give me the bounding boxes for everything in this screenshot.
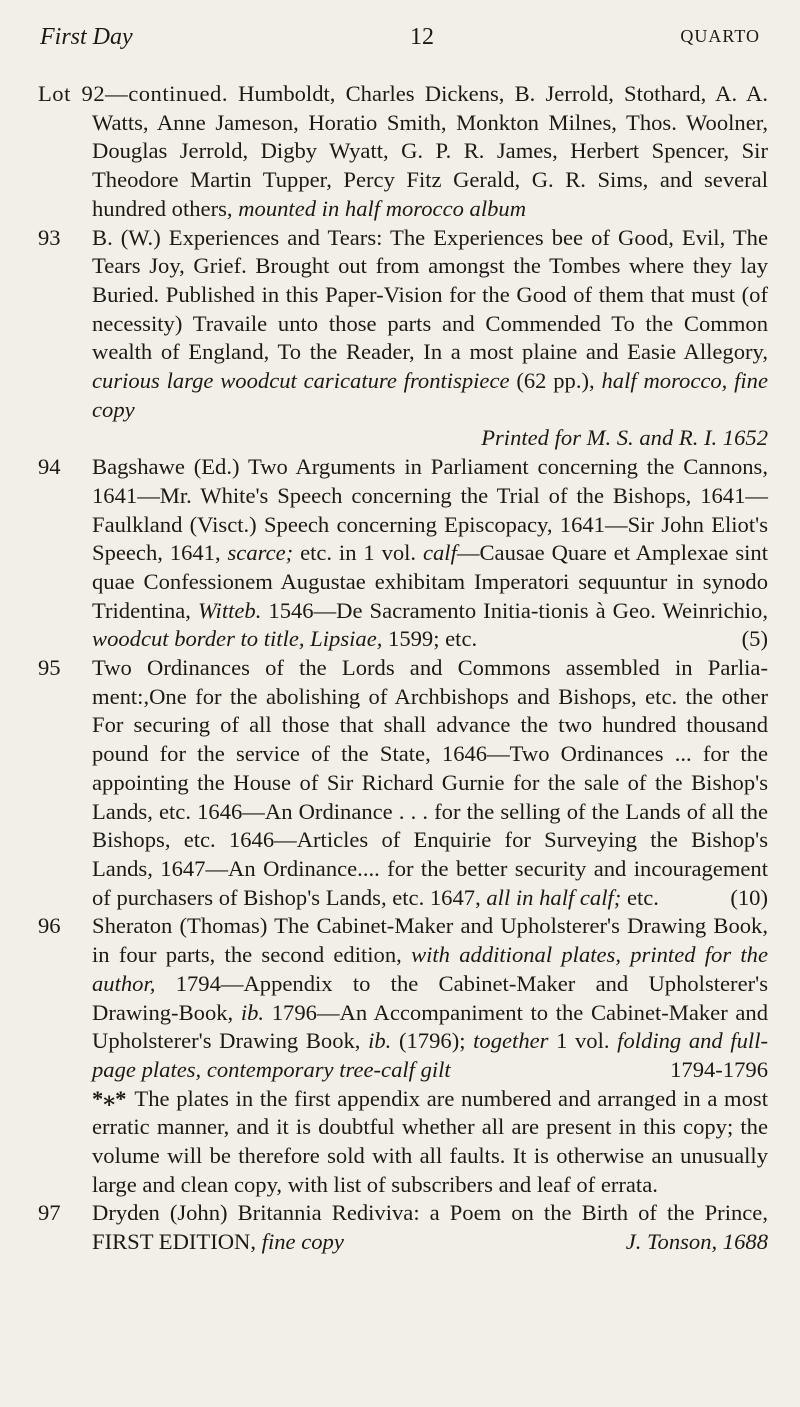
lot-text: B. (W.) Experiences and Tears: The Experiences bee of Good, Evil, The Tears Joy, Grief. Brought out from amongst the Tombes where they lay Buried. Published in this Paper-Vision for the Good of them that must (of necessity) Travaile unto those parts and Commended To the Common wealth of England, To the Reader, In a most plaine and Easie Allegory, — [92, 224, 768, 365]
lot-binding: all in half calf; — [486, 884, 622, 910]
lot-92-continued — [38, 80, 768, 224]
lot-note: together — [473, 1028, 549, 1054]
lot-imprint: J. Tonson, 1688 — [625, 1229, 768, 1255]
lot-place: ib. — [368, 1028, 392, 1054]
lot-number: 93 — [38, 224, 61, 250]
lot-93 — [38, 224, 768, 454]
lot-place: ib. — [240, 999, 265, 1025]
lot-description: curious large woodcut caricature frontispiece — [92, 368, 510, 394]
lot-text: Dryden (John) Britannia Rediviva: a Poem on the Birth of the Prince, FIRST EDITION, — [92, 1200, 768, 1255]
lot-text: 1794—Appendix to the Cabinet-Maker and Upholsterer's Drawing-Book, — [92, 970, 769, 1025]
lot-text: 1796—An Accompaniment to the Cabinet-Maker and Upholsterer's Drawing Book, — [92, 999, 769, 1054]
lot-number: 95 — [38, 655, 61, 681]
lot-number: 94 — [38, 454, 61, 480]
lot-text: etc. in 1 vol. — [300, 540, 417, 566]
lot-text: 1 vol. — [556, 1028, 610, 1054]
lot-97 — [38, 1199, 768, 1256]
lot-count: (10) — [730, 884, 768, 910]
lot-text: Humboldt, Charles Dickens, B. Jerrold, Stothard, A. A. Watts, Anne Jameson, Horatio Smith, Monkton Milnes, Thos. Woolner, Douglas Jerrold, Digby Wyatt, G. P. R. James, Herbert Spencer, Sir Theodore Martin Tupper, Percy Fitz Gerald, G. R. Sims, and several hundred others, — [92, 81, 768, 221]
lot-binding: half morocco, fine copy — [92, 368, 768, 422]
lot-binding: mounted in half morocco album — [238, 195, 527, 221]
lot-description: with additional plates, printed for the author, — [92, 942, 768, 996]
lot-text: Bagshawe (Ed.) Two Arguments in Parliament concerning the Cannons, 1641—Mr. White's Speech concerning the Trial of the Bishops, 1641—Faulkland (Visct.) Speech concerning Episcopacy, 1641—Sir John Eliot's Speech, 1641, — [92, 454, 768, 566]
lot-footnote — [92, 1085, 768, 1200]
header-format: QUARTO — [680, 26, 760, 46]
lot-note: scarce; — [227, 540, 294, 566]
lot-number: 96 — [38, 913, 61, 939]
lot-description: woodcut border to title, Lipsiae, — [92, 626, 383, 652]
lot-text: (1796); — [398, 1028, 466, 1054]
lot-binding: calf — [422, 540, 457, 566]
lot-text: 1599; etc. — [388, 626, 478, 652]
lot-binding: folding and full-page plates, contemporary tree-calf gilt — [92, 1028, 769, 1082]
lot-text: etc. — [626, 884, 659, 910]
lot-text: Two Ordinances of the Lords and Commons assembled in Parlia-ment:,One for the abolishing of Archbishops and Bishops, etc. the other For securing of all those that shall advance the two hundred thousand pound for the service of the State, 1646—Two Ordinances ... for the appointing the House of Sir Richard Gurnie for the sale of the Bishop's Lands, etc. 1646—An Ordinance . . . for the selling of the Lands of all the Bishops, etc. 1646—Articles of Enquirie for Surveying the Bishop's Lands, 1647—An Ordinance.... for the better security and incouragement of purchasers of Bishop's Lands, etc. 1647, — [92, 655, 768, 910]
lot-text: 1546—De Sacramento Initia-tionis à Geo. Weinrichio, — [268, 597, 768, 623]
lot-place: Witteb. — [197, 597, 262, 623]
footnote-text: The plates in the first appendix are numbered and arranged in a most erratic manner, and it is doubtful whether all are present in this copy; the volume will be therefore sold with all faults. It is otherwise an unusually large and clean copy, with list of subscribers and leaf of errata. — [92, 1085, 768, 1197]
page-number: 12 — [410, 24, 434, 50]
asterism-icon: *⁎* — [92, 1085, 127, 1111]
lot-96 — [38, 912, 768, 1199]
continued-label: Lot 92—continued. — [38, 81, 228, 106]
catalogue-body — [38, 80, 768, 1257]
lot-text: Sheraton (Thomas) The Cabinet-Maker and Upholsterer's Drawing Book, in four parts, the second edition, — [92, 913, 768, 968]
lot-count: (5) — [741, 626, 768, 652]
header-day: First Day — [40, 24, 133, 50]
lot-text: —Causae Quare et Amplexae sint quae Confessionem Augustae exhibitam Imperatori sequuntur in synodo Tridentina, — [92, 540, 768, 623]
lot-number: 97 — [38, 1200, 61, 1226]
page-header — [40, 24, 760, 58]
lot-94 — [38, 453, 768, 654]
lot-text: (62 pp.), — [516, 368, 595, 394]
lot-binding: fine copy — [261, 1229, 344, 1255]
lot-imprint: Printed for M. S. and R. I. 1652 — [481, 425, 768, 451]
lot-date: 1794-1796 — [670, 1056, 768, 1082]
lot-95 — [38, 654, 768, 912]
